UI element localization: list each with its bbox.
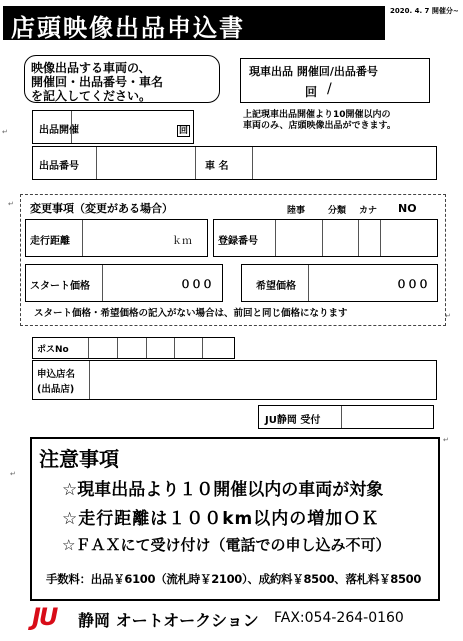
current-vehicle-circle: 回 xyxy=(305,85,318,99)
notice-line-2: 車両のみ、店頭映像出品ができます。 xyxy=(243,121,396,131)
receipt-stamp-area[interactable] xyxy=(343,407,431,427)
instruction-line-3: を記入してください。 xyxy=(31,89,152,103)
mileage-label: 走行距離 xyxy=(30,236,70,247)
pos-digit-1[interactable] xyxy=(89,339,116,357)
current-vehicle-label: 現車出品 開催回/出品番号 xyxy=(249,65,378,78)
current-vehicle-slash: / xyxy=(327,81,332,97)
form-title: 店頭映像出品申込書 xyxy=(11,14,245,42)
instruction-line-2: 開催回・出品番号・車名 xyxy=(31,75,164,89)
applicant-sublabel: (出品店) xyxy=(37,384,75,395)
caution-fees: 手数料：出品￥6100（流札時￥2100）、成約料￥8500、落札料￥8500 xyxy=(46,572,422,586)
price-note: スタート価格・希望価格の記入がない場合は、前回と同じ価格になります xyxy=(34,308,348,319)
edition-date: 2020. 4. 7 開催分~ xyxy=(390,7,459,15)
number-input[interactable] xyxy=(98,149,194,177)
number-car-row xyxy=(32,146,437,180)
caution-title: 注意事項 xyxy=(39,447,119,471)
start-price-suffix: ０００ xyxy=(180,278,213,291)
title-banner xyxy=(3,6,385,40)
caution-item-1: ☆現車出品より１０開催以内の車両が対象 xyxy=(62,480,384,500)
caution-item-2: ☆走行距離は１００km以内の増加ＯＫ xyxy=(62,509,380,529)
col-no: NO xyxy=(398,202,417,215)
number-label: 出品番号 xyxy=(39,161,79,172)
return-mark: ↵ xyxy=(8,200,14,208)
car-name-input[interactable] xyxy=(254,149,434,177)
current-vehicle-box xyxy=(240,58,430,103)
col-rikuji: 陸事 xyxy=(287,206,306,216)
start-price-input[interactable] xyxy=(104,267,180,299)
org-name: 静岡 オートオークション xyxy=(78,611,259,630)
kaisai-input[interactable] xyxy=(73,113,173,141)
registration-label: 登録番号 xyxy=(218,236,258,247)
registration-kana-input[interactable] xyxy=(359,221,379,255)
applicant-label: 申込店名 xyxy=(37,369,76,380)
pos-row xyxy=(32,337,235,359)
car-name-label: 車 名 xyxy=(205,161,229,172)
notice-line-1: 上記現車出品開催より10開催以内の xyxy=(243,110,391,120)
pos-digit-2[interactable] xyxy=(118,339,145,357)
col-kana: カナ xyxy=(359,206,378,216)
registration-no-input[interactable] xyxy=(381,221,435,255)
mileage-unit: ｋｍ xyxy=(172,236,192,247)
registration-rikuji-input[interactable] xyxy=(276,221,321,255)
col-bunrui: 分類 xyxy=(328,206,347,216)
kaisai-unit: 回 xyxy=(179,126,189,136)
mileage-box xyxy=(25,219,208,257)
applicant-input[interactable] xyxy=(91,363,431,397)
pos-digit-4[interactable] xyxy=(175,339,201,357)
applicant-row xyxy=(32,360,437,400)
changes-header: 変更事項（変更がある場合） xyxy=(30,202,173,215)
start-price-label: スタート価格 xyxy=(30,281,90,292)
footer-logo xyxy=(32,603,72,632)
caution-box xyxy=(30,437,440,601)
pos-label: ポスNo xyxy=(37,345,69,355)
instruction-line-1: 映像出品する車両の、 xyxy=(31,61,151,75)
receipt-box xyxy=(258,405,434,429)
desired-price-label: 希望価格 xyxy=(256,281,296,292)
start-price-box xyxy=(25,264,223,302)
receipt-label: JU静岡 受付 xyxy=(265,415,321,426)
instruction-box xyxy=(24,55,220,103)
kaisai-label: 出品開催 xyxy=(39,125,79,136)
return-mark: ↵ xyxy=(443,436,449,444)
logo-mark: JU xyxy=(32,603,57,631)
desired-price-suffix: ０００ xyxy=(396,278,429,291)
desired-price-input[interactable] xyxy=(310,267,394,299)
pos-digit-5[interactable] xyxy=(203,339,232,357)
registration-bunrui-input[interactable] xyxy=(323,221,357,255)
pos-digit-3[interactable] xyxy=(147,339,173,357)
return-mark: ↵ xyxy=(445,312,451,320)
return-mark: ↵ xyxy=(10,470,16,478)
fax-number: FAX:054-264-0160 xyxy=(274,610,404,626)
caution-item-3: ☆ＦＡＸにて受け付け（電話での申し込み不可） xyxy=(62,536,391,554)
return-mark: ↵ xyxy=(2,128,8,136)
desired-price-box xyxy=(241,264,438,302)
kaisai-row xyxy=(32,110,194,144)
registration-box xyxy=(213,219,438,257)
